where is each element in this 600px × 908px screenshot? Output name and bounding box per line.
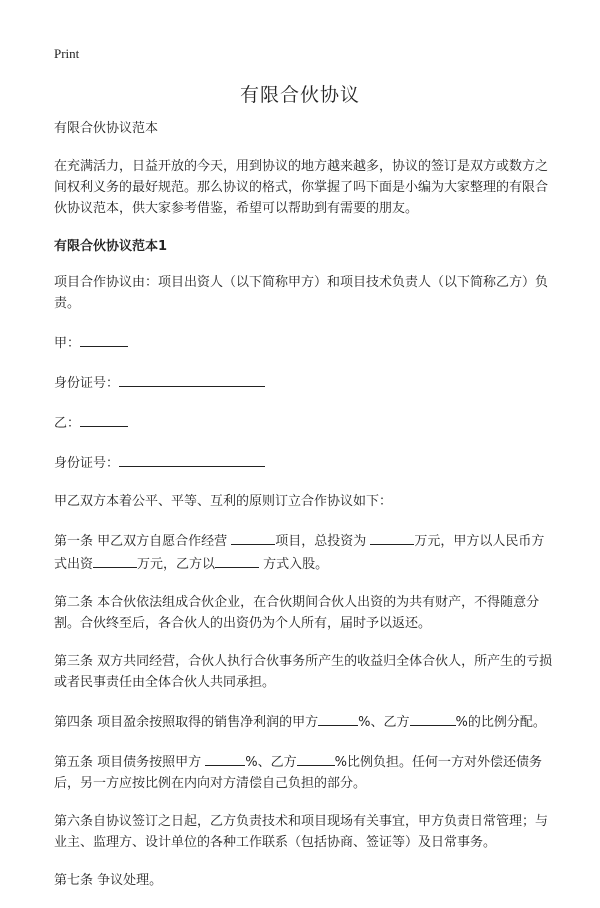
party-a-debt-blank [205, 750, 245, 766]
party-b-method-blank [215, 552, 259, 568]
article-4 [54, 710, 554, 733]
article-5-text-3: %比例负担。任何一方对外偿还债务后，另一方应按比例在内向对方清偿自己负担的部分。 [54, 755, 542, 791]
article-7: 第七条 争议处理。 [54, 873, 163, 888]
article-1 [54, 529, 554, 575]
article-5-text-1: 第五条 项目债务按照甲方 [54, 755, 206, 770]
print-link[interactable]: Print [54, 46, 80, 61]
party-a-label: 甲： [54, 336, 81, 351]
article-4-text-1: 第四条 项目盈余按照取得的销售净利润的甲方 [54, 715, 319, 730]
party-a-profit-blank [318, 710, 358, 726]
party-b-id-line [54, 451, 554, 474]
article-2: 第二条 本合伙依法组成合伙企业，在合伙期间合伙人出资的为共有财产，不得随意分割。合伙终至后，各合伙人的出资仍为个人所有，届时予以返还。 [54, 595, 540, 631]
article-6: 第六条自协议签订之日起，乙方负责技术和项目现场有关事宜，甲方负责日常管理；与业主、监理方、设计单位的各种工作联系（包括协商、签证等）及日常事务。 [54, 814, 549, 850]
party-a-id-line [54, 371, 554, 394]
party-a-capital-blank [93, 552, 137, 568]
party-b-label: 乙： [54, 416, 81, 431]
article-4-text-3: %的比例分配。 [455, 715, 546, 730]
article-1-text-3: 万元，甲方以人民币方式出资 [54, 534, 545, 572]
page-title: 有限合伙协议 [239, 84, 360, 106]
article-1-text-4: 万元，乙方以 [137, 557, 216, 572]
intro-label: 有限合伙协议范本 [54, 121, 159, 136]
party-b-line [54, 411, 554, 434]
principle-paragraph: 甲乙双方本着公平、平等、互利的原则订立合作协议如下： [54, 494, 393, 509]
article-4-text-2: %、乙方 [358, 715, 410, 730]
article-5-text-2: %、乙方 [245, 755, 297, 770]
party-a-blank [80, 331, 128, 347]
party-b-id-label: 身份证号： [54, 456, 120, 471]
party-b-profit-blank [410, 710, 456, 726]
party-b-blank [80, 411, 128, 427]
party-a-id-blank [119, 371, 265, 387]
intro-paragraph: 在充满活力，日益开放的今天，用到协议的地方越来越多，协议的签订是双方或数方之间权利义务的最好规范。那么协议的格式，你掌握了吗下面是小编为大家整理的有限合伙协议范本，供大家参考借鉴，希望可以帮助到有需要的朋友。 [54, 159, 549, 216]
article-1-text-1: 第一条 甲乙双方自愿合作经营 [54, 534, 232, 549]
article-5 [54, 750, 554, 794]
article-1-text-2: 项目，总投资为 [275, 534, 371, 549]
section-heading: 有限合伙协议范本1 [54, 239, 168, 254]
total-investment-blank [370, 529, 414, 545]
party-b-debt-blank [297, 750, 335, 766]
preamble-paragraph: 项目合作协议由：项目出资人（以下简称甲方）和项目技术负责人（以下简称乙方）负责。 [54, 275, 549, 311]
article-1-text-5: 方式入股。 [259, 557, 329, 572]
document-body [54, 118, 554, 908]
party-b-id-blank [119, 451, 265, 467]
party-a-line [54, 331, 554, 354]
article-3: 第三条 双方共同经营，合伙人执行合伙事务所产生的收益归全体合伙人，所产生的亏损或者民事责任由全体合伙人共同承担。 [54, 654, 553, 690]
project-name-blank [231, 529, 275, 545]
party-a-id-label: 身份证号： [54, 376, 120, 391]
